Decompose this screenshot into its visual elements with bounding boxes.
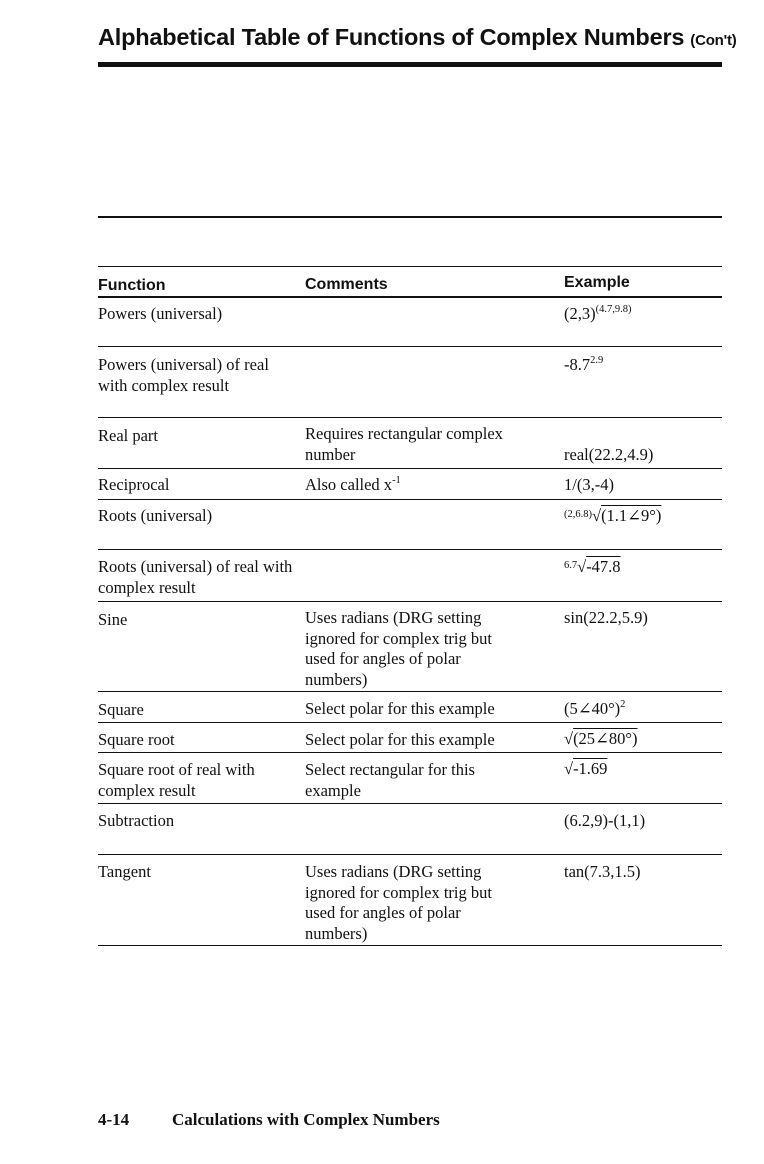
comments-superscript: -1 — [392, 475, 401, 486]
example-cell: sin(22.2,5.9) — [564, 608, 648, 627]
function-cell: Tangent — [98, 862, 151, 881]
example-base: -8.7 — [564, 355, 591, 374]
table-row — [98, 347, 722, 418]
table-row — [98, 692, 722, 723]
page-title-text: Alphabetical Table of Functions of Complex Numbers — [98, 24, 685, 50]
table-row — [98, 753, 722, 804]
table-row — [98, 418, 722, 469]
radical-sign: √ — [592, 506, 602, 525]
example-superscript: 2.9 — [590, 355, 604, 366]
example-cell — [564, 506, 722, 530]
comments-cell: Select polar for this example — [305, 730, 495, 749]
function-cell: Powers (universal) — [98, 304, 223, 323]
radical-sign: √ — [564, 729, 574, 748]
function-cell: Square root of real with complex result — [98, 760, 255, 800]
functions-table — [98, 266, 722, 946]
comments-cell — [305, 475, 555, 499]
example-cell: tan(7.3,1.5) — [564, 862, 641, 881]
comments-cell: Requires rectangular complex number — [305, 424, 503, 464]
comments-cell: Select polar for this example — [305, 699, 495, 718]
table-row — [98, 804, 722, 855]
column-header-comments: Comments — [305, 276, 388, 293]
example-cell: (6.2,9)-(1,1) — [564, 811, 646, 830]
example-cell — [564, 759, 722, 780]
radicand: -1.69 — [573, 759, 608, 778]
continued-label: (Con't) — [690, 32, 737, 49]
function-cell: Real part — [98, 426, 159, 445]
table-row — [98, 469, 722, 500]
table-row — [98, 855, 722, 946]
table-row — [98, 723, 722, 753]
example-cell — [564, 304, 722, 328]
radical-sign: √ — [577, 557, 587, 576]
example-cell — [564, 557, 722, 581]
column-header-function: Function — [98, 277, 166, 294]
section-rule — [98, 216, 722, 218]
root-index: (2,6.8) — [564, 509, 592, 520]
function-cell: Subtraction — [98, 811, 175, 830]
page-number: 4-14 — [98, 1110, 130, 1129]
example-cell — [564, 355, 722, 379]
example-superscript: (4.7,9.8) — [595, 304, 632, 315]
radical-sign: √ — [564, 759, 574, 778]
function-cell: Roots (universal) — [98, 506, 213, 525]
comments-cell: Select rectangular for this example — [305, 760, 475, 800]
example-base: (2,3) — [564, 304, 596, 323]
example-cell — [564, 729, 722, 750]
function-cell: Reciprocal — [98, 475, 170, 494]
comments-text: Also called x — [305, 475, 393, 494]
column-header-example: Example — [564, 274, 630, 291]
table-row — [98, 602, 722, 692]
radicand: -47.8 — [586, 557, 621, 576]
table-row — [98, 500, 722, 550]
table-row — [98, 298, 722, 347]
example-superscript: 2 — [620, 699, 626, 710]
page-footer — [98, 1110, 440, 1130]
table-row — [98, 550, 722, 602]
example-cell — [564, 699, 722, 723]
title-rule — [98, 62, 722, 67]
table-header — [98, 267, 722, 298]
radicand: (25∠80°) — [573, 729, 638, 748]
function-cell: Square — [98, 700, 144, 719]
root-index: 6.7 — [564, 560, 578, 571]
function-cell: Sine — [98, 610, 128, 629]
page-title — [98, 22, 737, 56]
comments-cell: Uses radians (DRG setting ignored for complex trig but used for angles of polar numbers) — [305, 608, 492, 689]
chapter-title: Calculations with Complex Numbers — [172, 1110, 440, 1129]
function-cell: Square root — [98, 730, 175, 749]
function-cell: Powers (universal) of real with complex result — [98, 355, 269, 395]
example-cell: real(22.2,4.9) — [564, 445, 654, 464]
example-cell: 1/(3,-4) — [564, 475, 614, 494]
example-base: (5∠40°) — [564, 699, 621, 718]
radicand: (1.1∠9°) — [601, 506, 662, 525]
function-cell: Roots (universal) of real with complex result — [98, 557, 293, 597]
comments-cell: Uses radians (DRG setting ignored for complex trig but used for angles of polar numbers) — [305, 862, 492, 943]
